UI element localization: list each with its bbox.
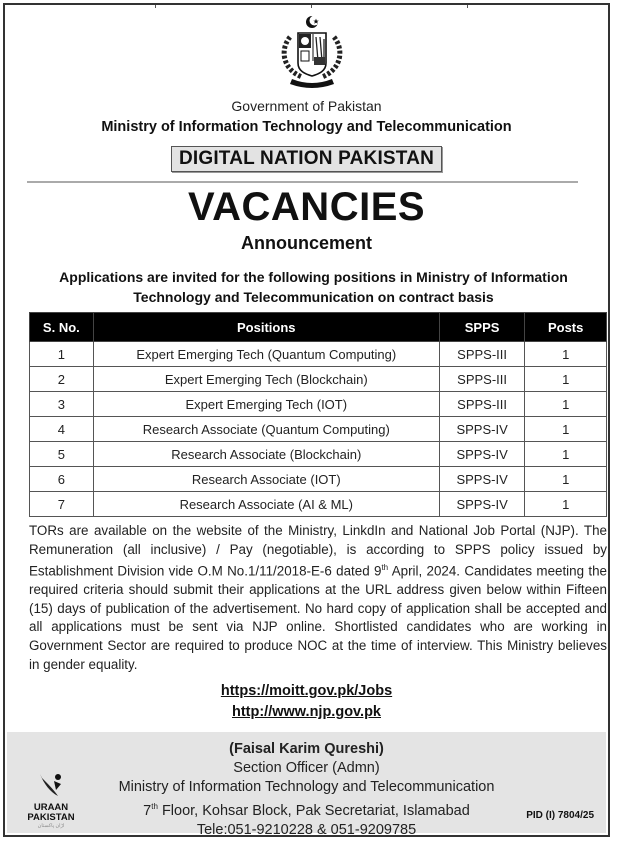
intro-text: Applications are invited for the following positions in Ministry of Information Technology and Telecommunication on contract basis bbox=[59, 269, 568, 305]
cell-spps: SPPS-IV bbox=[439, 467, 525, 492]
officer-name: (Faisal Karim Qureshi) bbox=[229, 741, 384, 757]
cell-posts: 1 bbox=[525, 492, 607, 517]
cell-sno: 5 bbox=[30, 442, 94, 467]
office-address: 7th Floor, Kohsar Block, Pak Secretariat, Islamabad bbox=[143, 802, 470, 819]
njp-link[interactable]: http://www.njp.gov.pk bbox=[231, 704, 381, 720]
pid-number: PID (I) 7804/25 bbox=[526, 810, 594, 821]
column-header-positions: Positions bbox=[93, 313, 439, 342]
cell-position: Research Associate (Blockchain) bbox=[93, 442, 439, 467]
column-header-sno: S. No. bbox=[30, 313, 94, 342]
cell-position: Research Associate (AI & ML) bbox=[93, 492, 439, 517]
advertisement-frame bbox=[3, 3, 610, 837]
cell-spps: SPPS-IV bbox=[439, 417, 525, 442]
ministry-name: Ministry of Information Technology and Telecommunication bbox=[101, 119, 512, 135]
telephone-numbers: Tele:051-9210228 & 051-9209785 bbox=[196, 821, 417, 838]
table-row bbox=[30, 342, 607, 367]
signature-block bbox=[7, 740, 606, 840]
moitt-jobs-link[interactable]: https://moitt.gov.pk/Jobs bbox=[220, 683, 393, 699]
cell-posts: 1 bbox=[525, 342, 607, 367]
column-header-posts: Posts bbox=[525, 313, 607, 342]
border-tick bbox=[467, 5, 468, 8]
cell-posts: 1 bbox=[525, 442, 607, 467]
cell-spps: SPPS-III bbox=[439, 392, 525, 417]
digital-nation-banner: DIGITAL NATION PAKISTAN bbox=[171, 146, 442, 172]
table-row bbox=[30, 367, 607, 392]
cell-position: Research Associate (Quantum Computing) bbox=[93, 417, 439, 442]
table-row bbox=[30, 417, 607, 442]
cell-spps: SPPS-III bbox=[439, 342, 525, 367]
border-tick bbox=[155, 5, 156, 8]
terms-paragraph bbox=[29, 522, 607, 674]
cell-posts: 1 bbox=[525, 392, 607, 417]
cell-posts: 1 bbox=[525, 417, 607, 442]
cell-position: Expert Emerging Tech (Quantum Computing) bbox=[93, 342, 439, 367]
cell-sno: 6 bbox=[30, 467, 94, 492]
page-subtitle: Announcement bbox=[240, 233, 372, 253]
cell-posts: 1 bbox=[525, 367, 607, 392]
footer-ministry: Ministry of Information Technology and Telecommunication bbox=[118, 779, 495, 795]
application-links bbox=[5, 681, 608, 723]
officer-designation: Section Officer (Admn) bbox=[233, 760, 380, 776]
government-label: Government of Pakistan bbox=[231, 98, 382, 114]
cell-posts: 1 bbox=[525, 467, 607, 492]
state-emblem-icon bbox=[272, 13, 352, 93]
cell-sno: 7 bbox=[30, 492, 94, 517]
divider bbox=[27, 181, 578, 183]
cell-sno: 4 bbox=[30, 417, 94, 442]
table-row bbox=[30, 392, 607, 417]
table-header-row bbox=[30, 313, 607, 342]
cell-spps: SPPS-IV bbox=[439, 492, 525, 517]
terms-text-part2: April, 2024. Candidates meeting the required criteria should submit their applications at the URL address given below within Fifteen (15) days of publication of the advertisement. No hard copy of application shall be accepted and all applications must be sent via NJP online. Shortlisted candidates who are working in Government Sector are required to produce NOC at the time of interview. This Ministry believes in gender equality. bbox=[29, 563, 607, 672]
cell-position: Expert Emerging Tech (Blockchain) bbox=[93, 367, 439, 392]
table-row bbox=[30, 492, 607, 517]
uraan-pakistan-logo: URAAN PAKISTAN اڑان پاکستان bbox=[21, 772, 81, 829]
cell-position: Expert Emerging Tech (IOT) bbox=[93, 392, 439, 417]
table-row bbox=[30, 442, 607, 467]
terms-text-part1: TORs are available on the website of the Ministry, LinkdIn and National Job Portal (NJP). The Remuneration (all inclusive) / Pay (negotiable), is according to SPPS policy issued by Establishment Division vide O.M No.1/11/2018-E-6 dated 9 bbox=[29, 523, 607, 579]
uraan-bird-icon bbox=[36, 772, 66, 798]
page-title: VACANCIES bbox=[187, 185, 426, 229]
vacancies-table bbox=[29, 312, 607, 517]
signature-footer bbox=[7, 732, 606, 838]
cell-spps: SPPS-IV bbox=[439, 442, 525, 467]
border-tick bbox=[311, 5, 312, 8]
column-header-spps: SPPS bbox=[439, 313, 525, 342]
cell-sno: 2 bbox=[30, 367, 94, 392]
table-row bbox=[30, 467, 607, 492]
ordinal-suffix: th bbox=[381, 563, 389, 573]
cell-sno: 3 bbox=[30, 392, 94, 417]
cell-position: Research Associate (IOT) bbox=[93, 467, 439, 492]
cell-spps: SPPS-III bbox=[439, 367, 525, 392]
cell-sno: 1 bbox=[30, 342, 94, 367]
